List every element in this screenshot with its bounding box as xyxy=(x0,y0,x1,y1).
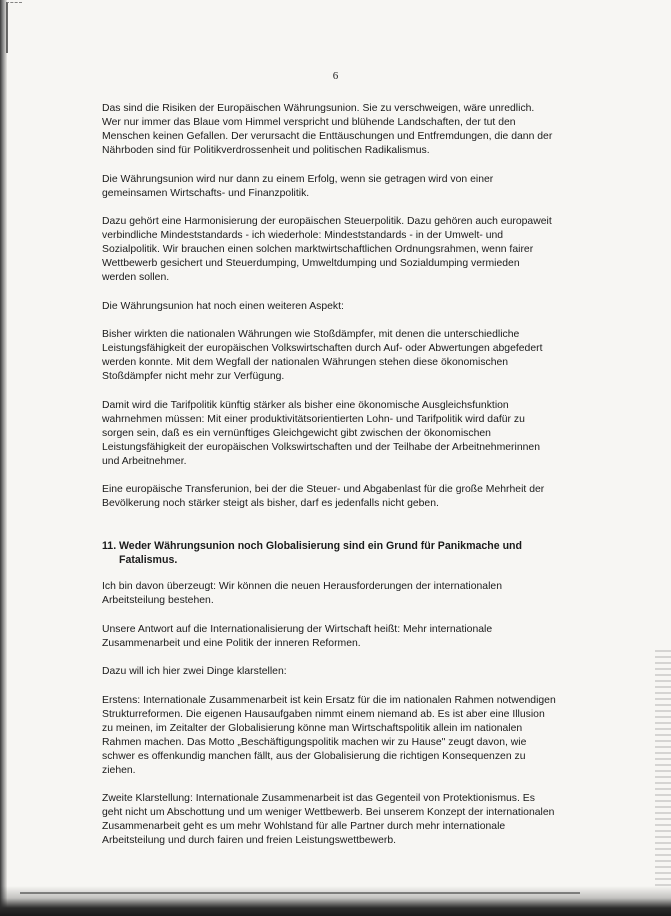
document-body xyxy=(102,102,556,863)
paragraph: Zweite Klarstellung: Internationale Zusammenarbeit ist das Gegenteil von Protektionismus. Es geht nicht um Abschottung und um weniger Wettbewerb. Bei unserem Konzept der internationalen Zusammenarbeit geht es um mehr Wohlstand für alle Partner durch mehr internationale Arbeitsteilung und durch fairen und freien Leistungswettbewerb. xyxy=(102,793,555,846)
paragraph: Unsere Antwort auf die Internationalisierung der Wirtschaft heißt: Mehr internationale Zusammenarbeit und eine Politik der inneren Reformen. xyxy=(102,623,493,649)
paragraph: Damit wird die Tarifpolitik künftig stärker als bisher eine ökonomische Ausgleichsfunktion wahrnehmen müssen: Mit einer produktivitätsorientierten Lohn- und Tarifpolitik wird dafür zu sorgen sein, daß es ein vernünftiges Gleichgewicht gibt zwischen der ökonomischen Leistungsfähigkeit der europäischen Volkswirtschaften und der Teilhabe der Arbeitnehmerinnen und Arbeitnehmer. xyxy=(102,399,540,467)
paragraph: Ich bin davon überzeugt: Wir können die neuen Herausforderungen der internationalen Arbeitsteilung bestehen. xyxy=(102,581,502,606)
scan-left-edge xyxy=(0,0,7,916)
paragraph: Dazu gehört eine Harmonisierung der europäischen Steuerpolitik. Dazu gehören auch europaweit verbindliche Mindeststandards - ich wiederhole: Mindeststandards - in der Umwelt- und Sozialpolitik. Wir brauchen einen solchen marktwirtschaftlichen Ordnungsrahmen, wenn fairer Wettbewerb gesichert und Steuerdumping, Umweltdumping und Sozialdumping vermieden werden sollen. xyxy=(102,216,552,283)
paragraph: Eine europäische Transferunion, bei der die Steuer- und Abgabenlast für die große Mehrheit der Bevölkerung noch stärker steigt als bisher, darf es jedenfalls nicht geben. xyxy=(102,484,545,509)
paragraph: Die Währungsunion wird nur dann zu einem Erfolg, wenn sie getragen wird von einer gemeinsamen Wirtschafts- und Finanzpolitik. xyxy=(102,173,494,199)
page-number: 6 xyxy=(332,70,339,82)
section-number: 11. xyxy=(102,540,117,552)
paragraph: Das sind die Risiken der Europäischen Währungsunion. Sie zu verschweigen, wäre unredlich. Wer nur immer das Blaue vom Himmel verspricht und blühende Landschaften, der tut den Menschen keinen Gefallen. Der verursacht die Enttäuschungen und Entfremdungen, die dann der Nährboden sind für Politikverdrossenheit und politischen Radikalismus. xyxy=(102,103,553,156)
scan-noise xyxy=(655,650,671,890)
section-title: Weder Währungsunion noch Globalisierung sind ein Grund für Panikmache und Fatalismus. xyxy=(119,540,522,566)
paragraph: Bisher wirkten die nationalen Währungen wie Stoßdämpfer, mit denen die unterschiedliche Leistungsfähigkeit der europäischen Volkswirtschaften durch Auf- oder Abwertungen abgefedert werden konnte. Mit dem Wegfall der nationalen Währungen stehen diese ökonomischen Stoßdämpfer nicht mehr zur Verfügung. xyxy=(102,329,543,382)
staple-mark xyxy=(6,2,22,53)
paragraph: Erstens: Internationale Zusammenarbeit ist kein Ersatz für die im nationalen Rahmen notwendigen Strukturreformen. Die eigenen Hausaufgaben nimmt einem niemand ab. Es ist aber eine Illusion zu meinen, im Zeitalter der Globalisierung könne man Wirtschaftspolitik allein im nationalen Rahmen machen. Das Motto „Beschäftigungspolitik machen wir zu Hause" zeugt davon, wie schwer es offenkundig manchen fällt, aus der Globalisierung die richtigen Konsequenzen zu ziehen. xyxy=(102,694,556,776)
paragraph: Dazu will ich hier zwei Dinge klarstellen: xyxy=(102,666,287,677)
scan-bottom-edge xyxy=(0,886,671,916)
paragraph: Die Währungsunion hat noch einen weiteren Aspekt: xyxy=(102,300,344,312)
section-heading xyxy=(102,539,556,567)
